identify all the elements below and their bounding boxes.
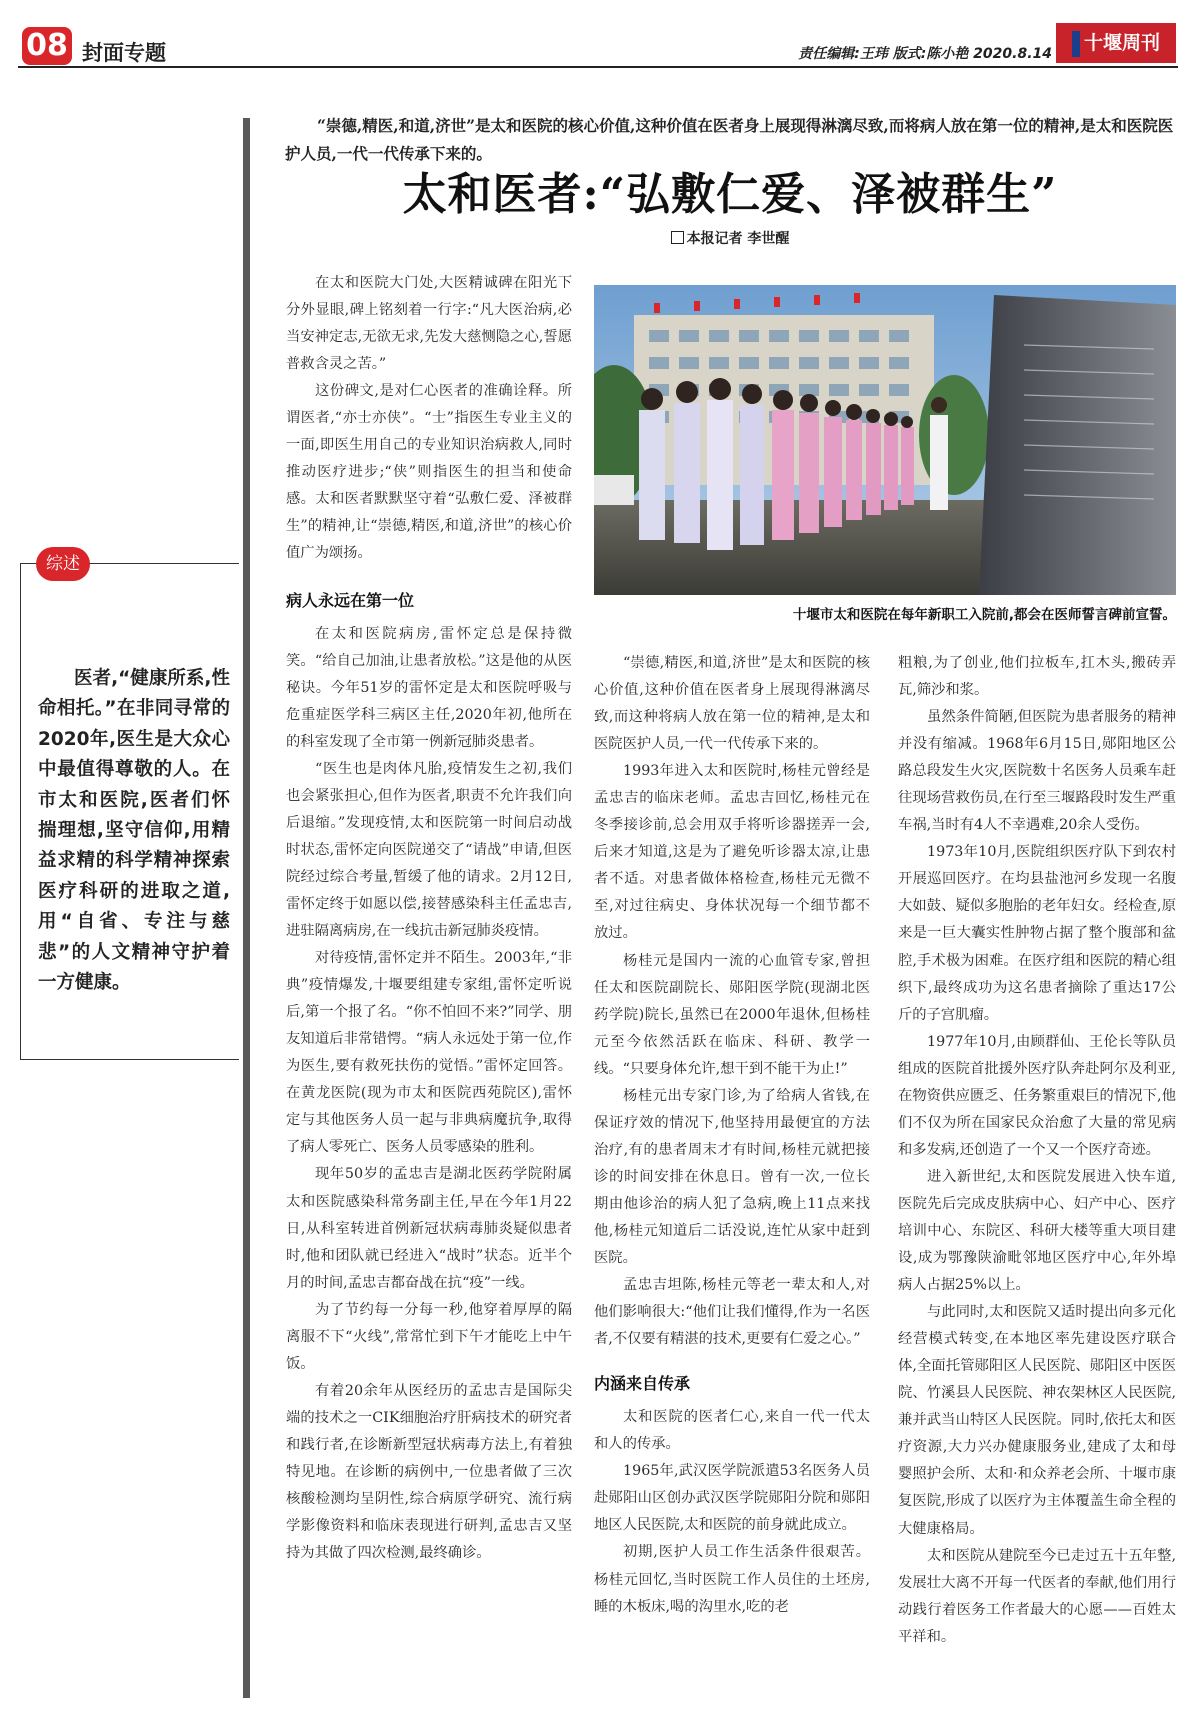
editors-credit: 责任编辑:王玮 版式:陈小艳 2020.8.14 bbox=[798, 46, 1052, 62]
masthead-stripe-icon bbox=[1072, 31, 1080, 57]
paragraph: 太和医院的医者仁心,来自一代一代太和人的传承。 bbox=[594, 1409, 870, 1453]
summary-paragraph: 医者,“健康所系,性命相托。”在非同寻常的2020年,医生是大众心中最值得尊敬的人。在市太和医院,医者们怀揣理想,坚守信仰,用精益求精的科学精神探索医疗科研的进取之道,用“自省、专注与慈悲”的人文精神守护着一方健康。 bbox=[38, 668, 230, 994]
paragraph: 对待疫情,雷怀定并不陌生。2003年,“非典”疫情爆发,十堰要组建专家组,雷怀定听说后,第一个报了名。“你不怕回不来?”同学、朋友知道后非常错愕。“病人永远处于第一位,作为医生,要有救死扶伤的觉悟。”雷怀定回答。在黄龙医院(现为市太和医院西苑院区),雷怀定与其他医务人员一起与非典病魔抗争,取得了病人零死亡、医务人员零感染的胜利。 bbox=[286, 950, 572, 1156]
paragraph: 1977年10月,由顾群仙、王伦长等队员组成的医院首批援外医疗队奔赴阿尔及利亚,在物资供应匮乏、任务繁重艰巨的情况下,他们不仅为所在国家民众治愈了大量的常见病和多发病,还创造了一个又一个医疗奇迹。 bbox=[898, 1033, 1176, 1158]
paragraph: 这份碑文,是对仁心医者的准确诠释。所谓医者,“亦士亦侠”。“士”指医生专业主义的一面,即医生用自己的专业知识治病救人,同时推动医疗进步;“侠”则指医生的担当和使命感。太和医者默默坚守着“弘敷仁爱、泽被群生”的精神,让“崇德,精医,和道,济世”的核心价值广为颂扬。 bbox=[286, 383, 572, 562]
section-title: 封面专题 bbox=[82, 41, 166, 65]
paragraph: 孟忠吉坦陈,杨桂元等老一辈太和人,对他们影响很大:“他们让我们懂得,作为一名医者,不仅要有精湛的技术,更要有仁爱之心。” bbox=[594, 1277, 870, 1348]
left-vertical-band bbox=[243, 118, 250, 1698]
article-photo bbox=[594, 285, 1176, 595]
masthead-logo bbox=[1056, 23, 1176, 63]
photo-caption: 十堰市太和医院在每年新职工入院前,都会在医师誓言碑前宣誓。 bbox=[792, 607, 1176, 623]
paragraph: 现年50岁的孟忠吉是湖北医药学院附属太和医院感染科常务副主任,早在今年1月22日,从科室转进首例新冠状病毒肺炎疑似患者时,他和团队就已经进入“战时”状态。近半个月的时间,孟忠吉都奋战在抗“疫”一线。 bbox=[286, 1166, 572, 1291]
oath-ceremony-photo bbox=[594, 285, 1176, 595]
masthead-title: 十堰周刊 bbox=[1083, 32, 1160, 54]
paragraph: 1993年进入太和医院时,杨桂元曾经是孟忠吉的临床老师。孟忠吉回忆,杨桂元在冬季接诊前,总会用双手将听诊器搓弄一会,后来才知道,这是为了避免听诊器太凉,让患者不适。对患者做体格检查,杨桂元无微不至,对过往病史、身体状况每一个细节都不放过。 bbox=[594, 763, 870, 942]
article-column-2 bbox=[594, 650, 870, 1621]
summary-badge: 综述 bbox=[36, 547, 90, 581]
paragraph: 粗粮,为了创业,他们拉板车,扛木头,搬砖弄瓦,筛沙和浆。 bbox=[898, 655, 1176, 699]
summary-text bbox=[38, 664, 230, 998]
article-column-3 bbox=[898, 650, 1176, 1651]
paragraph: 进入新世纪,太和医院发展进入快车道,医院先后完成皮肤病中心、妇产中心、医疗培训中心、东院区、科研大楼等重大项目建设,成为鄂豫陕渝毗邻地区医疗中心,年外埠病人占据25%以上。 bbox=[898, 1168, 1176, 1294]
byline-text: 本报记者 李世醒 bbox=[686, 231, 790, 247]
paragraph: 为了节约每一分每一秒,他穿着厚厚的隔离服不下“火线”,常常忙到下午才能吃上中午饭。 bbox=[286, 1301, 572, 1372]
paragraph: 虽然条件简陋,但医院为患者服务的精神并没有缩减。1968年6月15日,郧阳地区公路总段发生火灾,医院数十名医务人员乘车赶往现场营救伤员,在行至三堰路段时发生严重车祸,当时有4人不幸遇难,20余人受伤。 bbox=[898, 709, 1176, 834]
paragraph: 杨桂元出专家门诊,为了给病人省钱,在保证疗效的情况下,他坚持用最便宜的方法治疗,有的患者周末才有时间,杨桂元就把接诊的时间安排在休息日。曾有一次,一位长期由他诊治的病人犯了急病,晚上11点来找他,杨桂元知道后二话没说,连忙从家中赶到医院。 bbox=[594, 1087, 870, 1267]
paragraph: 有着20余年从医经历的孟忠吉是国际尖端的技术之一CIK细胞治疗肝病技术的研究者和践行者,在诊断新型冠状病毒方法上,有着独特见地。在诊断的病例中,一位患者做了三次核酸检测均呈阴性,综合病原学研究、流行病学影像资料和临床表现进行研判,孟忠吉又坚持为其做了四次检测,最终确诊。 bbox=[286, 1382, 572, 1562]
article-column-1 bbox=[286, 270, 572, 1567]
header-rule bbox=[18, 66, 1178, 68]
article-byline bbox=[285, 228, 1175, 248]
article-headline: 太和医者:“弘敷仁爱、泽被群生” bbox=[402, 169, 1058, 220]
paragraph: 1965年,武汉医学院派遣53名医务人员赴郧阳山区创办武汉医学院郧阳分院和郧阳地区人民医院,太和医院的前身就此成立。 bbox=[594, 1463, 870, 1534]
subheading: 病人永远在第一位 bbox=[286, 590, 415, 610]
byline-box-icon bbox=[671, 231, 684, 244]
paragraph: 初期,医护人员工作生活条件很艰苦。杨桂元回忆,当时医院工作人员住的土坯房,睡的木板床,喝的沟里水,吃的老 bbox=[594, 1544, 870, 1615]
paragraph: 在太和医院病房,雷怀定总是保持微笑。“给自己加油,让患者放松。”这是他的从医秘诀。今年51岁的雷怀定是太和医院呼吸与危重症医学科三病区主任,2020年初,他所在的科室发现了全市第一例新冠肺炎患者。 bbox=[286, 625, 572, 750]
page-number: 08 bbox=[22, 27, 72, 65]
paragraph: 与此同时,太和医院又适时提出向多元化经营模式转变,在本地区率先建设医疗联合体,全面托管郧阳区人民医院、郧阳区中医医院、竹溪县人民医院、神农架林区人民医院,兼并武当山特区人民医院。同时,依托太和医疗资源,大力兴办健康服务业,建成了太和母婴照护会所、太和·和众养老会所、十堰市康复医院,形成了以医疗为主体覆盖生命全程的大健康格局。 bbox=[898, 1304, 1176, 1537]
paragraph: 在太和医院大门处,大医精诚碑在阳光下分外显眼,碑上铭刻着一行字:“凡大医治病,必当安神定志,无欲无求,先发大慈恻隐之心,誓愿普救含灵之苦。” bbox=[286, 275, 572, 373]
paragraph: “医生也是肉体凡胎,疫情发生之初,我们也会紧张担心,但作为医者,职责不允许我们向后退缩。”发现疫情,太和医院第一时间启动战时状态,雷怀定向医院递交了“请战”申请,但医院经过综合考量,暂缓了他的请求。2月12日,雷怀定终于如愿以偿,接替感染科主任孟忠吉,进驻隔离病房,在一线抗击新冠肺炎疫情。 bbox=[286, 760, 572, 940]
paragraph: “崇德,精医,和道,济世”是太和医院的核心价值,这种价值在医者身上展现得淋漓尽致,而这种将病人放在第一位的精神,是太和医院医护人员,一代一代传承下来的。 bbox=[594, 655, 870, 753]
paragraph: 太和医院从建院至今已走过五十五年整,发展壮大离不开每一代医者的奉献,他们用行动践行着医务工作者最大的心愿——百姓太平祥和。 bbox=[898, 1547, 1176, 1645]
subheading: 内涵来自传承 bbox=[594, 1374, 691, 1394]
paragraph: 杨桂元是国内一流的心血管专家,曾担任太和医院副院长、郧阳医学院(现湖北医药学院)院长,虽然已在2000年退休,但杨桂元至今依然活跃在临床、科研、教学一线。“只要身体允许,想干到不能干为止!” bbox=[594, 952, 870, 1077]
article-lead: “崇德,精医,和道,济世”是太和医院的核心价值,这种价值在医者身上展现得淋漓尽致,而将病人放在第一位的精神,是太和医院医护人员,一代一代传承下来的。 bbox=[285, 116, 1174, 163]
paragraph: 1973年10月,医院组织医疗队下到农村开展巡回医疗。在均县盐池河乡发现一名腹大如鼓、疑似多胞胎的老年妇女。经检查,原来是一巨大囊实性肿物占据了整个腹部和盆腔,手术极为困难。在医疗组和医院的精心组织下,最终成功为这名患者摘除了重达17公斤的子宫肌瘤。 bbox=[898, 844, 1176, 1023]
